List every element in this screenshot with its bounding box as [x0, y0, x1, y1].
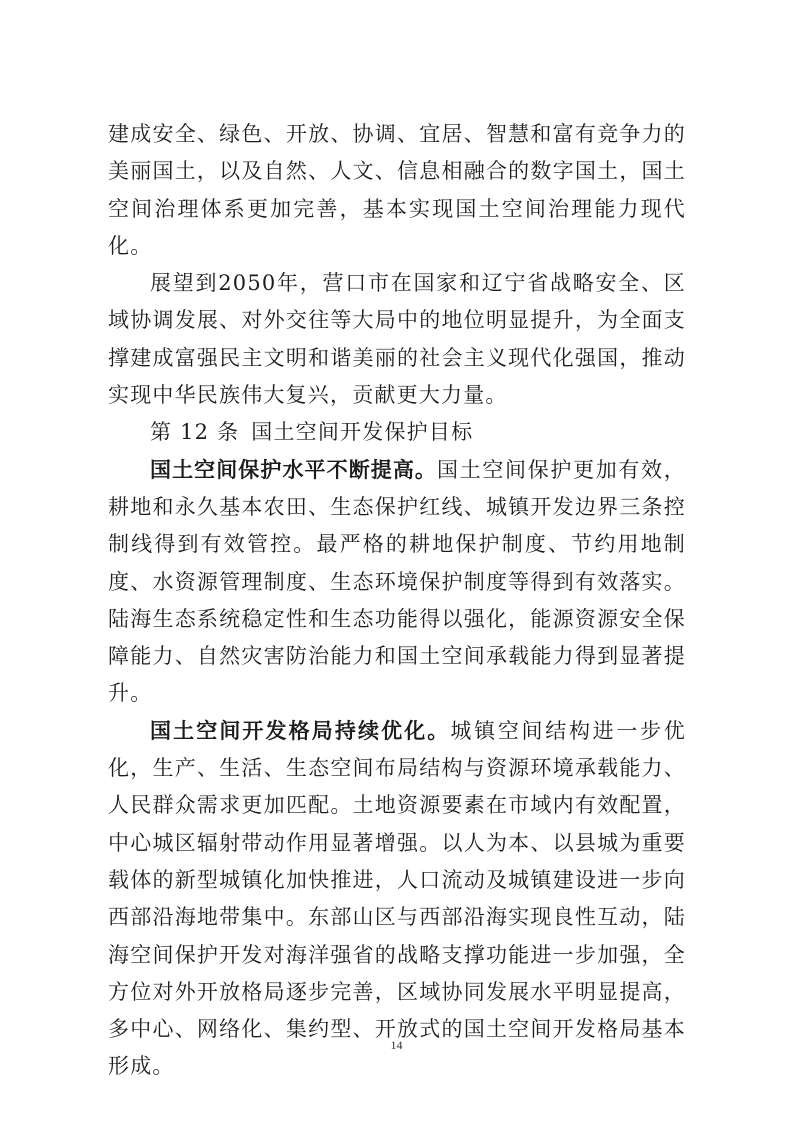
section-body: 国土空间保护更加有效，耕地和永久基本农田、生态保护红线、城镇开发边界三条控制线得到有效管控。最严格的耕地保护制度、节约用地制度、水资源管理制度、生态环境保护制度等得到有效落实。陆海生态系统稳定性和生态功能得以强化，能源资源安全保障能力、自然灾害防治能力和国土空间承载能力得到显著提升。 [108, 457, 686, 706]
section-protection [108, 452, 686, 713]
section-development [108, 713, 686, 1086]
paragraph-outlook-2050: 展望到2050年，营口市在国家和辽宁省战略安全、区域协调发展、对外交往等大局中的地位明显提升，为全面支撑建成富强民主文明和谐美丽的社会主义现代化强国，推动实现中华民族伟大复兴，贡献更大力量。 [108, 271, 686, 408]
section-body: 城镇空间结构进一步优化，生产、生活、生态空间布局结构与资源环境承载能力、人民群众需求更加匹配。土地资源要素在市域内有效配置，中心城区辐射带动作用显著增强。以人为本、以县城为重要载体的新型城镇化加快推进，人口流动及城镇建设进一步向西部沿海地带集中。东部山区与西部沿海实现良性互动，陆海空间保护开发对海洋强省的战略支撑功能进一步加强，全方位对外开放格局逐步完善，区域协同发展水平明显提高，多中心、网络化、集约型、开放式的国土空间开发格局基本形成。 [108, 718, 686, 1079]
article-title: 国土空间开发保护目标 [251, 420, 474, 445]
page-number: 14 [390, 1038, 403, 1052]
article-number: 第 12 条 [150, 420, 240, 445]
paragraph-continuation: 建成安全、绿色、开放、协调、宜居、智慧和富有竞争力的美丽国土，以及自然、人文、信息相融合的数字国土，国土空间治理体系更加完善，基本实现国土空间治理能力现代化。 [108, 122, 686, 258]
document-body [108, 116, 686, 1086]
article-heading [108, 414, 686, 451]
section-lead: 国土空间开发格局持续优化。 [150, 718, 451, 743]
section-lead: 国土空间保护水平不断提高。 [150, 457, 438, 482]
